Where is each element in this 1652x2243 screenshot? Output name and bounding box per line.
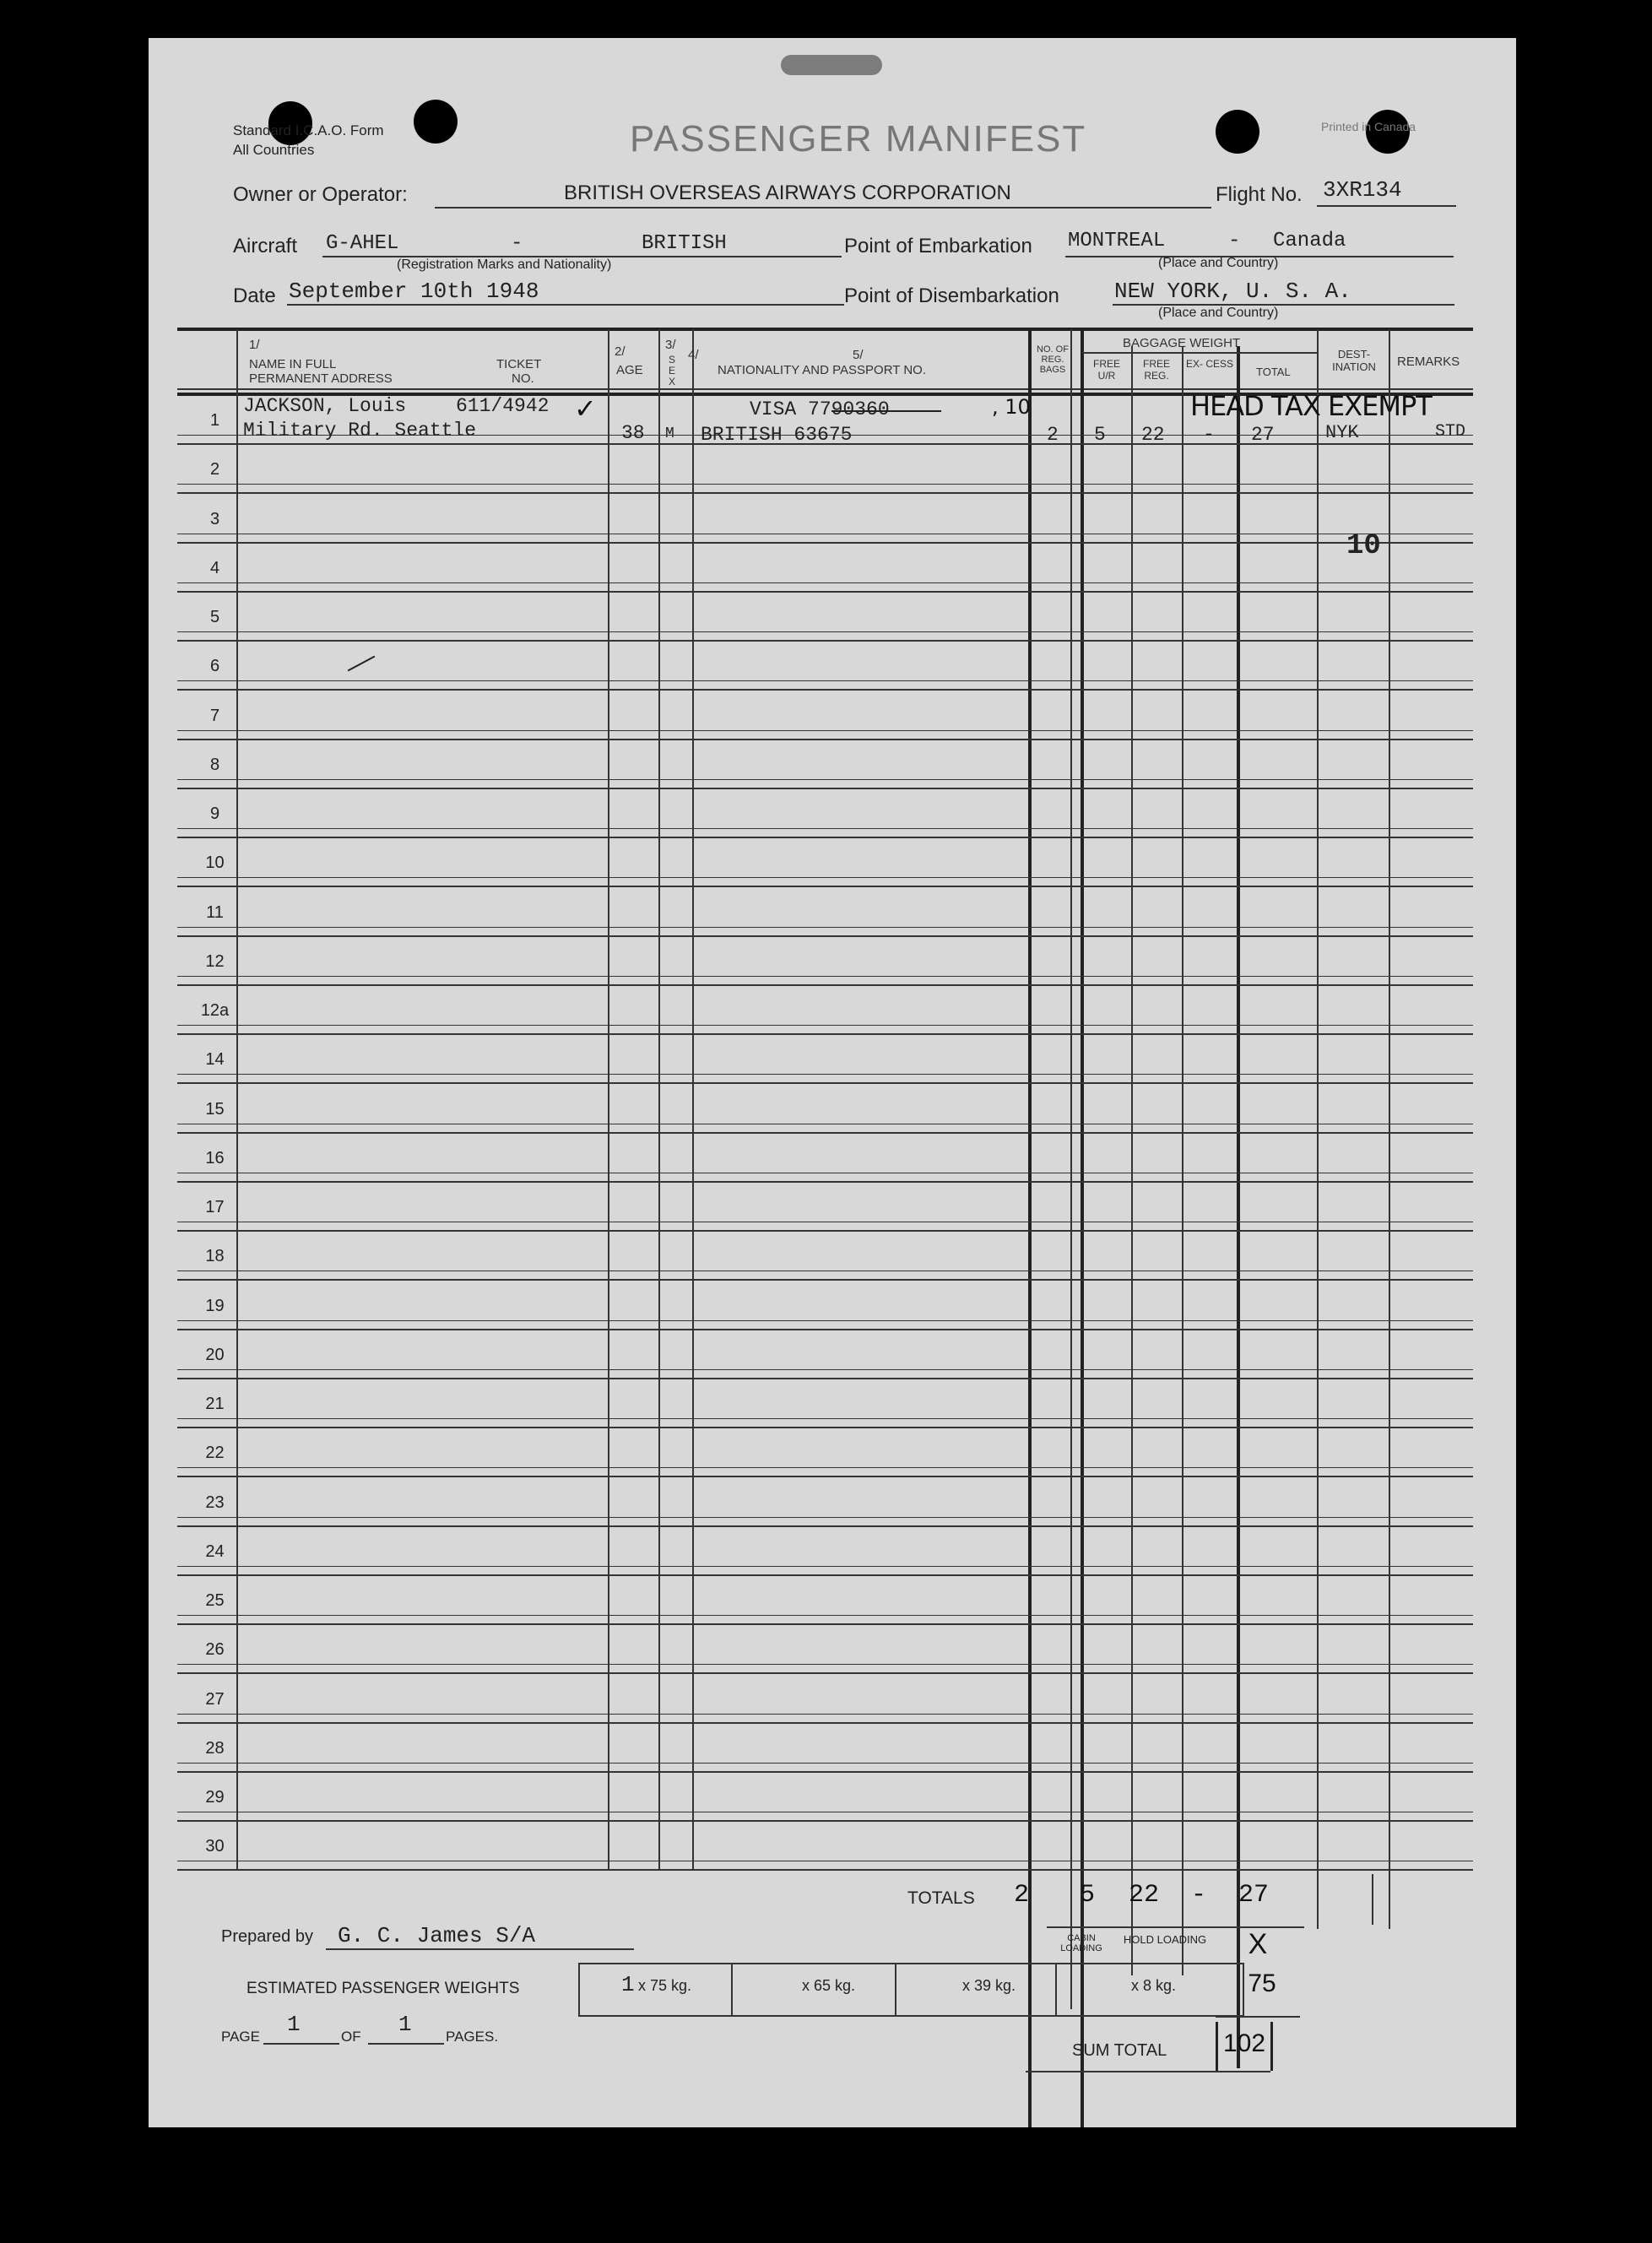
flight-value: 3XR134 bbox=[1323, 177, 1402, 203]
row-line bbox=[177, 1722, 1473, 1724]
col-line-right-edge bbox=[1372, 1874, 1373, 1925]
destination-header: DEST- INATION bbox=[1332, 348, 1376, 373]
embark-value: MONTREAL bbox=[1068, 230, 1166, 252]
passenger-free-ur: 5 bbox=[1094, 424, 1106, 446]
row-subline bbox=[177, 1615, 1473, 1616]
row-subline bbox=[177, 1320, 1473, 1321]
row-subline bbox=[177, 1369, 1473, 1370]
margin-mark: 10 bbox=[1346, 530, 1381, 562]
row-line bbox=[177, 984, 1473, 986]
row-subline bbox=[177, 1566, 1473, 1567]
row-line bbox=[177, 1574, 1473, 1576]
row-line bbox=[177, 640, 1473, 642]
row-line bbox=[177, 788, 1473, 789]
row-number: 7 bbox=[209, 706, 220, 725]
row-line bbox=[177, 591, 1473, 593]
passenger-address: Military Rd. Seattle bbox=[243, 420, 477, 442]
embark-label: Point of Embarkation bbox=[844, 235, 1032, 257]
page-label: PAGE bbox=[221, 2029, 260, 2045]
row-subline bbox=[177, 1025, 1473, 1026]
row-line bbox=[177, 1230, 1473, 1232]
row-subline bbox=[177, 582, 1473, 583]
col-line-bags bbox=[1028, 329, 1032, 2127]
owner-underline bbox=[435, 207, 1211, 209]
row-subline bbox=[177, 1763, 1473, 1764]
prepared-underline bbox=[326, 1948, 634, 1950]
page-value: 1 bbox=[287, 2012, 301, 2037]
col-2-age-header: AGE bbox=[616, 363, 643, 377]
col-line-freeur bbox=[1070, 329, 1072, 2009]
owner-value: BRITISH OVERSEAS AIRWAYS CORPORATION bbox=[564, 181, 1011, 204]
sum-total-label: SUM TOTAL bbox=[1072, 2041, 1167, 2060]
col-line-name bbox=[236, 329, 238, 1870]
row-subline bbox=[177, 1074, 1473, 1075]
col-bags-header: NO. OF REG. BAGS bbox=[1037, 344, 1069, 375]
row-number: 6 bbox=[209, 657, 220, 676]
row-subline bbox=[177, 631, 1473, 632]
row-number: 28 bbox=[205, 1738, 225, 1758]
free-reg-header: FREE REG. bbox=[1142, 358, 1170, 382]
embark-country: Canada bbox=[1273, 230, 1346, 252]
prepared-value: G. C. James S/A bbox=[338, 1923, 536, 1948]
page-underline bbox=[263, 2043, 339, 2045]
est-value: 75 bbox=[1248, 1969, 1276, 1997]
sum-total-value: 102 bbox=[1222, 2029, 1266, 2057]
passenger-passport: BRITISH 63675 bbox=[701, 424, 853, 446]
passenger-free-reg: 22 bbox=[1141, 424, 1165, 446]
row-number: 8 bbox=[209, 755, 220, 774]
row-number: 21 bbox=[205, 1395, 225, 1413]
row-subline bbox=[177, 1270, 1473, 1271]
col-1-ticket-no: NO. bbox=[512, 371, 534, 386]
col-line-total2 bbox=[1237, 346, 1240, 2068]
totals-total: 27 bbox=[1238, 1881, 1269, 1910]
total-header: TOTAL bbox=[1256, 366, 1291, 378]
col-5-number: 5/ bbox=[853, 348, 864, 362]
col-4-number: 4/ bbox=[688, 348, 699, 362]
passenger-age: 38 bbox=[621, 422, 645, 444]
punch-hole-right-1 bbox=[1216, 110, 1259, 154]
row-line bbox=[177, 1132, 1473, 1134]
aircraft-dash: - bbox=[511, 232, 523, 255]
est-divider-3 bbox=[1055, 1963, 1057, 2015]
row-line bbox=[177, 935, 1473, 937]
row-subline bbox=[177, 1467, 1473, 1468]
row-subline bbox=[177, 877, 1473, 878]
row-line bbox=[177, 1329, 1473, 1330]
passenger-sex: M bbox=[665, 425, 674, 442]
handwritten-ticks: , 10 bbox=[992, 395, 1031, 419]
aircraft-reg: G-AHEL bbox=[326, 232, 399, 255]
row-number: 29 bbox=[205, 1788, 225, 1807]
est-w3: x 39 kg. bbox=[962, 1977, 1016, 1994]
table-top-border bbox=[177, 328, 1473, 331]
excess-header: EX- CESS bbox=[1185, 358, 1233, 370]
row-number: 9 bbox=[209, 805, 220, 823]
row-line bbox=[177, 689, 1473, 691]
row-line bbox=[177, 1476, 1473, 1477]
checkmark-icon: ✓ bbox=[574, 393, 597, 425]
form-standard-line1: Standard I.C.A.O. Form bbox=[233, 122, 384, 138]
passenger-ticket: 611/4942 bbox=[456, 395, 550, 417]
row-number: 26 bbox=[205, 1640, 225, 1660]
col-45-header: NATIONALITY AND PASSPORT NO. bbox=[718, 363, 927, 377]
hold-loading-label: HOLD LOADING bbox=[1123, 1933, 1207, 1946]
row-subline bbox=[177, 1664, 1473, 1665]
row-line bbox=[177, 1820, 1473, 1822]
sum-bottom-line bbox=[1026, 2071, 1270, 2072]
row-number: 19 bbox=[205, 1296, 225, 1315]
row-number: 12a bbox=[200, 1001, 230, 1020]
aircraft-nat: BRITISH bbox=[642, 232, 727, 255]
row-subline bbox=[177, 927, 1473, 928]
disembark-value: NEW YORK, U. S. A. bbox=[1114, 279, 1351, 304]
row-number: 24 bbox=[205, 1541, 225, 1561]
of-value: 1 bbox=[398, 2012, 412, 2037]
prepared-label: Prepared by bbox=[221, 1927, 313, 1946]
row-number: 3 bbox=[209, 509, 220, 528]
row-number: 14 bbox=[205, 1050, 225, 1070]
disembark-sublabel: (Place and Country) bbox=[1158, 306, 1279, 320]
row-number: 23 bbox=[205, 1493, 225, 1512]
owner-label: Owner or Operator: bbox=[233, 183, 408, 206]
passenger-bags: 2 bbox=[1047, 424, 1059, 446]
totals-label: TOTALS bbox=[907, 1888, 975, 1908]
passenger-name: JACKSON, Louis bbox=[243, 395, 407, 417]
row-number: 25 bbox=[205, 1591, 225, 1610]
passenger-total: 27 bbox=[1251, 424, 1275, 446]
row-number: 11 bbox=[206, 902, 224, 922]
row-subline bbox=[177, 1418, 1473, 1419]
row-line bbox=[177, 1869, 1473, 1871]
row-number: 27 bbox=[205, 1689, 225, 1709]
col-line-dest bbox=[1317, 329, 1319, 1929]
aircraft-sublabel: (Registration Marks and Nationality) bbox=[397, 257, 612, 272]
col-1-name-header: NAME IN FULL bbox=[249, 357, 337, 371]
row-line bbox=[177, 1672, 1473, 1674]
row-number: 12 bbox=[205, 951, 225, 971]
row-line bbox=[177, 1623, 1473, 1625]
row-line bbox=[177, 1378, 1473, 1379]
totals-free-ur: 5 bbox=[1079, 1881, 1095, 1910]
row-number: 15 bbox=[205, 1099, 225, 1119]
free-ur-header: FREE U/R bbox=[1092, 358, 1120, 382]
flight-label: Flight No. bbox=[1216, 183, 1303, 206]
row-line bbox=[177, 1033, 1473, 1035]
est-divider-1 bbox=[731, 1963, 733, 2015]
row-subline bbox=[177, 1517, 1473, 1518]
row-line bbox=[177, 1525, 1473, 1527]
row-number: 5 bbox=[209, 608, 220, 626]
row-line bbox=[177, 837, 1473, 838]
row-line bbox=[177, 739, 1473, 740]
row-line bbox=[177, 886, 1473, 887]
col-line-age bbox=[608, 329, 609, 1870]
totals-free-reg: 22 bbox=[1128, 1881, 1159, 1910]
flight-underline bbox=[1317, 205, 1456, 207]
row-subline bbox=[177, 730, 1473, 731]
row-subline bbox=[177, 828, 1473, 829]
col-1-ticket-header: TICKET bbox=[496, 357, 542, 371]
row-number: 16 bbox=[205, 1148, 225, 1168]
row-subline bbox=[177, 976, 1473, 977]
aircraft-label: Aircraft bbox=[233, 235, 298, 257]
totals-excess: - bbox=[1190, 1881, 1206, 1910]
date-label: Date bbox=[233, 284, 276, 307]
passenger-visa: VISA 7790360 bbox=[750, 398, 890, 420]
row-line bbox=[177, 1181, 1473, 1183]
row-subline bbox=[177, 484, 1473, 485]
row-number: 22 bbox=[205, 1444, 225, 1463]
row-number: 17 bbox=[205, 1198, 225, 1216]
col-3-number: 3/ bbox=[665, 338, 676, 352]
col-line-freereg bbox=[1081, 329, 1084, 2127]
col-2-number: 2/ bbox=[615, 344, 626, 359]
form-standard-line2: All Countries bbox=[233, 142, 315, 158]
est-w2: x 65 kg. bbox=[802, 1977, 856, 1994]
cabin-loading-label: CABIN LOADING bbox=[1060, 1933, 1102, 1953]
est-divider-2 bbox=[895, 1963, 896, 2015]
row-number: 30 bbox=[205, 1837, 225, 1856]
remarks-header: REMARKS bbox=[1397, 355, 1460, 369]
passenger-excess: - bbox=[1203, 424, 1215, 446]
row-subline bbox=[177, 680, 1473, 681]
est-w4: x 8 kg. bbox=[1131, 1977, 1177, 1994]
col-line-sex bbox=[658, 329, 660, 1870]
row-line bbox=[177, 542, 1473, 544]
punch-hole-center bbox=[414, 100, 458, 144]
col-line-remarks bbox=[1389, 329, 1390, 1929]
handwritten-head-tax-note: HEAD TAX EXEMPT bbox=[1190, 390, 1432, 422]
est-bottom-line bbox=[1216, 2016, 1300, 2018]
printed-in-note: Printed in Canada bbox=[1321, 120, 1416, 133]
page-title: PASSENGER MANIFEST bbox=[630, 118, 1087, 160]
row-number: 10 bbox=[205, 853, 225, 873]
ink-smudge bbox=[781, 55, 882, 75]
row-number: 18 bbox=[205, 1247, 225, 1266]
col-line-nat bbox=[692, 329, 694, 1870]
est-w1-count: 1 bbox=[621, 1972, 635, 1997]
row-line bbox=[177, 1427, 1473, 1428]
disembark-label: Point of Disembarkation bbox=[844, 284, 1059, 307]
row-number: 2 bbox=[209, 460, 220, 479]
row-line bbox=[177, 1279, 1473, 1281]
row-subline bbox=[177, 779, 1473, 780]
col-1-address-header: PERMANENT ADDRESS bbox=[249, 371, 393, 386]
row-line bbox=[177, 1771, 1473, 1773]
row-number: 4 bbox=[209, 558, 220, 577]
row-line bbox=[177, 1082, 1473, 1084]
visa-strikeout bbox=[831, 410, 941, 412]
row-number: 20 bbox=[205, 1345, 225, 1364]
baggage-header-line bbox=[1082, 352, 1317, 354]
totals-bags: 2 bbox=[1013, 1881, 1029, 1910]
embark-sublabel: (Place and Country) bbox=[1158, 256, 1279, 270]
of-underline bbox=[368, 2043, 444, 2045]
row-number: 1 bbox=[209, 411, 220, 430]
date-underline bbox=[287, 304, 844, 306]
est-w1: x 75 kg. bbox=[638, 1977, 692, 1994]
row-subline bbox=[177, 1714, 1473, 1715]
row-line bbox=[177, 492, 1473, 494]
col-1-number: 1/ bbox=[249, 338, 260, 352]
pages-label: PAGES. bbox=[446, 2029, 499, 2045]
date-value: September 10th 1948 bbox=[289, 279, 539, 304]
est-weights-label: ESTIMATED PASSENGER WEIGHTS bbox=[246, 1980, 520, 1997]
passenger-remarks: STD bbox=[1435, 422, 1466, 442]
embark-dash: - bbox=[1228, 230, 1241, 252]
passenger-destination: NYK bbox=[1325, 422, 1359, 443]
of-label: OF bbox=[341, 2029, 361, 2045]
cabin-value: X bbox=[1248, 1928, 1268, 1960]
col-3-sex-header: SEX bbox=[669, 354, 676, 387]
baggage-weight-header: BAGGAGE WEIGHT bbox=[1123, 336, 1241, 350]
